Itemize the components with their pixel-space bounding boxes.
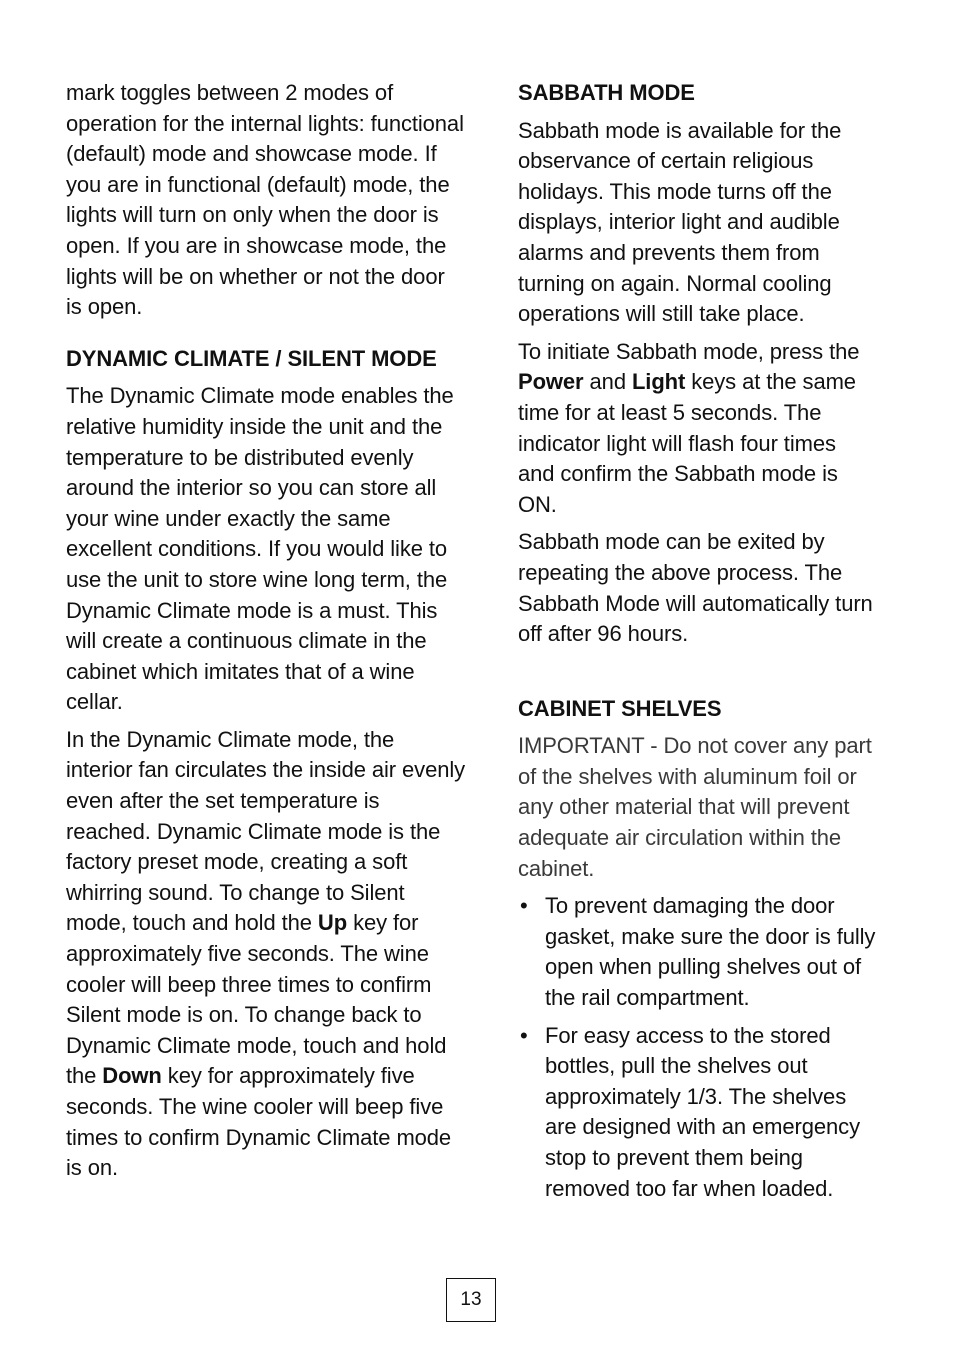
shelves-bullet-list: [518, 891, 878, 1204]
list-item: [518, 891, 878, 1013]
silent-mode-text-1: In the Dynamic Climate mode, the interior fan circulates the inside air evenly even after the set temperature is reached. Dynamic Climate mode is the factory preset mode, creating a soft whirring sound. To change to Silent mode, touch and hold the: [66, 726, 466, 936]
sabbath-mode-paragraph-1: Sabbath mode is available for the observance of certain religious holidays. This mode turns off the displays, interior light and audible alarms and prevents them from turning on again. Normal cooling operations will still take place.: [518, 117, 842, 327]
silent-mode-text-2: key for approximately five seconds. The wine cooler will beep three times to confirm Silent mode is on. To change back to Dynamic Climate mode, touch and hold the: [66, 910, 447, 1089]
sabbath-text-3: keys at the same time for at least 5 seconds. The indicator light will flash four times and confirm the Sabbath mode is ON.: [518, 369, 856, 517]
sabbath-mode-paragraph-2: [518, 337, 878, 521]
power-key-label: Power: [518, 369, 584, 395]
dynamic-climate-paragraph: The Dynamic Climate mode enables the relative humidity inside the unit and the temperature to be distributed evenly around the interior so you can store all your wine under exactly the same excellent conditions. If you would like to use the unit to store wine long term, the Dynamic Climate mode is a must. This will create a continuous climate in the cabinet which imitates that of a wine cellar.: [66, 383, 454, 715]
silent-mode-text-3: key for approximately five seconds. The wine cooler will beep five times to confirm Dynamic Climate mode is on.: [66, 1063, 452, 1181]
left-column: [66, 78, 466, 1191]
lights-mode-paragraph: mark toggles between 2 modes of operation for the internal lights: functional (default) mode and showcase mode. If you are in functional (default) mode, the lights will turn on only when the door is open. If you are in showcase mode, the lights will be on whether or not the door is open.: [66, 80, 464, 320]
bullet-icon: •: [520, 1022, 528, 1048]
bullet-icon: •: [520, 893, 528, 919]
silent-mode-paragraph: [66, 725, 466, 1184]
light-key-label: Light: [631, 369, 686, 395]
right-column: [518, 78, 878, 1211]
sabbath-text-1: To initiate Sabbath mode, press the: [518, 338, 860, 364]
up-key-label: Up: [317, 910, 348, 936]
down-key-label: Down: [102, 1063, 162, 1089]
bullet-text: To prevent damaging the door gasket, make sure the door is fully open when pulling shelves out of the rail compartment.: [545, 893, 876, 1011]
sabbath-mode-heading: SABBATH MODE: [518, 80, 695, 105]
shelves-important-note: IMPORTANT - Do not cover any part of the shelves with aluminum foil or any other material that will prevent adequate air circulation within the cabinet.: [518, 733, 872, 881]
bullet-text: For easy access to the stored bottles, pull the shelves out approximately 1/3. The shelves are designed with an emergency stop to prevent them being removed too far when loaded.: [545, 1022, 860, 1201]
page-number: 13: [446, 1278, 496, 1322]
sabbath-text-2: and: [583, 369, 632, 395]
cabinet-shelves-heading: CABINET SHELVES: [518, 695, 722, 721]
list-item: [518, 1021, 878, 1205]
sabbath-mode-paragraph-3: Sabbath mode can be exited by repeating the above process. The Sabbath Mode will automatically turn off after 96 hours.: [518, 529, 873, 647]
dynamic-climate-heading: DYNAMIC CLIMATE / SILENT MODE: [66, 345, 437, 371]
